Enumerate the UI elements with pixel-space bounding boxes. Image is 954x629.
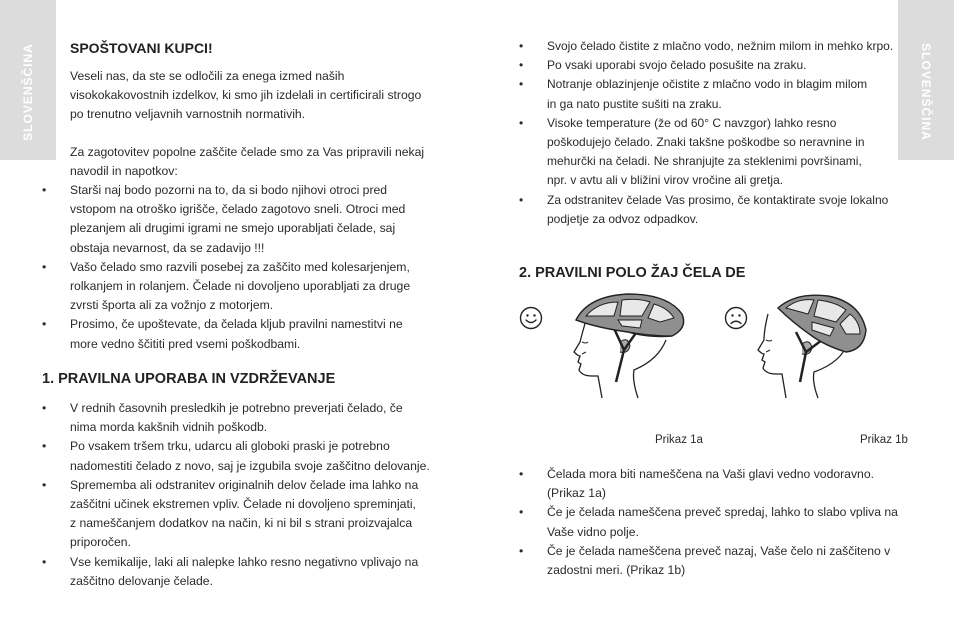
text-line: po trenutno veljavnih varnostnih normativih. (70, 107, 306, 122)
smiley-face-icon (519, 306, 543, 330)
text-line: zaščitni učinek ekstremen vpliv. Čelade ni dovoljeno spreminjati, (70, 497, 416, 512)
section-2-title: 2. PRAVILNI POLO ŽAJ ČELA DE (519, 265, 746, 281)
text-line: Veseli nas, da ste se odločili za enega izmed naših (70, 69, 345, 83)
text-line: V rednih časovnih presledkih je potrebno preverjati čelado, če (70, 401, 403, 415)
list-item (42, 315, 442, 353)
helmet-correct-figure (568, 290, 700, 400)
text-line: Čelada mora biti nameščena na Vaši glavi vedno vodoravno. (547, 467, 874, 481)
advice-paragraph (70, 143, 450, 181)
text-line: zvrsti športa ali za vožnjo z motorjem. (70, 298, 274, 313)
list-item (519, 37, 919, 56)
text-line: mehurčki na čeladi. Ne shranjujte za steklenimi površinami, (547, 154, 862, 169)
text-line: Vašo čelado smo razvili posebej za zaščito med kolesarjenjem, (70, 259, 410, 274)
text-line: podjetje za odvoz odpadkov. (547, 211, 699, 226)
list-item (42, 181, 442, 258)
text-line: poškodujejo čelado. Znaki takšne poškodbe so neravnine in (547, 135, 865, 150)
text-line: (Prikaz 1a) (547, 486, 606, 501)
text-line: Svojo čelado čistite z mlačno vodo, nežnim milom in mehko krpo. (547, 39, 894, 53)
text-line: Visoke temperature (že od 60° C navzgor) lahko resno (547, 115, 837, 130)
text-line: in ga nato pustite sušiti na zraku. (547, 96, 722, 111)
text-line: visokokakovostnih izdelkov, ki smo jih izdelali in certificirali strogo (70, 88, 422, 103)
text-line: Sprememba ali odstranitev originalnih delov čelade ima lahko na (70, 477, 419, 492)
list-item (519, 75, 919, 113)
language-tab-left (0, 0, 56, 160)
list-item (519, 56, 919, 75)
text-line: more vedno ščititi pred vsemi poškodbami. (70, 336, 301, 351)
list-item (519, 465, 919, 503)
text-line: Notranje oblazinjenje očistite z mlačno vodo in blagim milom (547, 77, 868, 92)
text-line: Vse kemikalije, laki ali nalepke lahko resno negativno vplivajo na (70, 554, 419, 569)
list-item (42, 399, 442, 437)
text-line: z nameščanjem dodatkov na način, ki ni bil s strani proizvajalca (70, 516, 413, 531)
text-line: npr. v avtu ali v bližini virov vročine ali gretja. (547, 173, 784, 188)
intro-paragraph (70, 67, 450, 125)
list-item (42, 476, 442, 553)
list-item (519, 503, 919, 541)
list-item (42, 553, 442, 591)
helmet-incorrect-figure (756, 290, 888, 400)
text-line: obstaja nevarnost, da se zadavijo !!! (70, 240, 265, 255)
intro-bullet-list (42, 181, 442, 354)
text-line: nima morda kakšnih vidnih poškodb. (70, 420, 268, 435)
figure-1b-caption: Prikaz 1b (860, 434, 908, 446)
text-line: nadomestiti čelado z novo, saj je izgubila svoje zaščitno delovanje. (70, 458, 430, 473)
fit-bullet-list (519, 465, 919, 580)
text-line: Če je čelada nameščena preveč spredaj, lahko to slabo vpliva na (547, 505, 898, 520)
list-item (42, 258, 442, 316)
section-1-bullet-list (42, 399, 442, 591)
text-line: Če je čelada nameščena preveč nazaj, Vaše čelo ni zaščiteno v (547, 543, 891, 558)
text-line: navodil in napotkov: (70, 164, 178, 179)
text-line: rolkanjem in rolanjem. Čelade ni dovoljeno uporabljati za druge (70, 279, 411, 294)
text-line: Za zagotovitev popolne zaščite čelade smo za Vas pripravili nekaj (70, 145, 425, 159)
care-bullet-list (519, 37, 919, 229)
text-line: vstopom na otroško igrišče, čelado zagotovo sneli. Otroci med (70, 202, 406, 217)
text-line: Po vsakem tršem trku, udarcu ali globoki praski je potrebno (70, 439, 390, 454)
figure-1a-caption: Prikaz 1a (655, 434, 703, 446)
list-item (519, 542, 919, 580)
text-line: Po vsaki uporabi svojo čelado posušite na zraku. (547, 58, 807, 73)
section-1-title: 1. PRAVILNA UPORABA IN VZDRŽEVANJE (42, 371, 336, 387)
text-line: priporočen. (70, 535, 131, 550)
text-line: plezanjem ali drugimi igrami ne smejo uporabljati čelade, saj (70, 221, 396, 236)
text-line: zaščitno delovanje čelade. (70, 573, 213, 588)
sad-face-icon (724, 306, 748, 330)
text-line: Prosimo, če upoštevate, da čelada kljub pravilni namestitvi ne (70, 317, 403, 332)
list-item (519, 114, 919, 191)
text-line: Za odstranitev čelade Vas prosimo, če kontaktirate svoje lokalno (547, 192, 889, 207)
list-item (519, 191, 919, 229)
page-title: SPOŠTOVANI KUPCI! (70, 40, 213, 56)
text-line: Vaše vidno polje. (547, 524, 639, 539)
language-tab-left-label: SLOVENŠČINA (21, 43, 35, 141)
language-tab-right-label: SLOVENŠČINA (919, 43, 933, 141)
text-line: Starši naj bodo pozorni na to, da si bodo njihovi otroci pred (70, 183, 388, 197)
list-item (42, 437, 442, 475)
text-line: zadostni meri. (Prikaz 1b) (547, 563, 686, 578)
